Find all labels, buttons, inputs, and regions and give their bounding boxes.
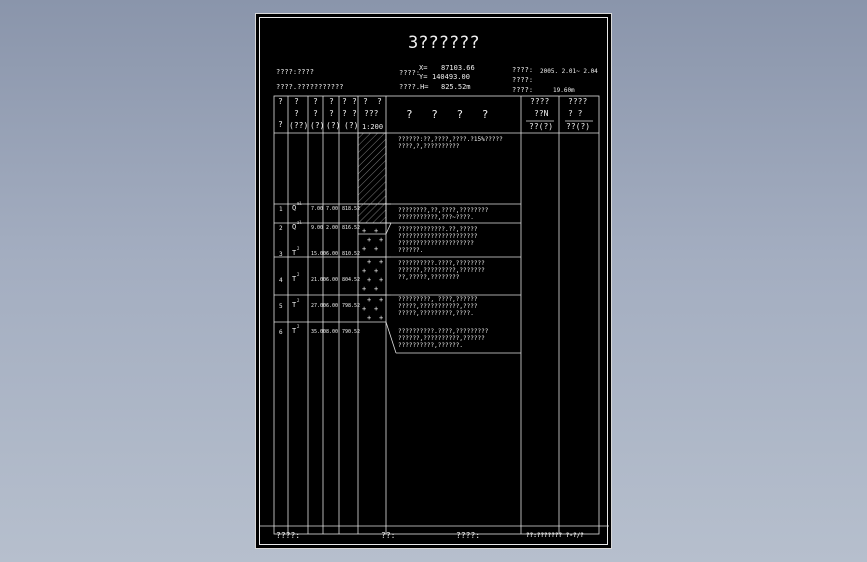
- svg-text:+: +: [374, 245, 379, 253]
- footer-f4: ??:??????? ?-?/?: [526, 532, 584, 539]
- svg-text:+: +: [379, 296, 384, 304]
- svg-text:+: +: [362, 285, 367, 293]
- project2-label: ????.???????????: [276, 83, 344, 91]
- layer-number: 2: [279, 225, 283, 232]
- layer-symbol: T: [292, 275, 297, 283]
- layer-thickness: 6.00: [326, 277, 339, 283]
- layer-depth: 7.00: [311, 206, 324, 212]
- svg-text:+: +: [374, 267, 379, 275]
- sheet-title: 3??????: [408, 33, 480, 53]
- svg-text:+: +: [367, 276, 372, 284]
- water-value: 19.60m: [553, 87, 575, 94]
- layer-description-line: ?????,???????????,????: [398, 303, 478, 310]
- layer-symbol: Q: [292, 223, 297, 231]
- layer-symbol: T: [292, 249, 297, 257]
- n-head-b: ??N: [534, 109, 549, 118]
- n-head-a: ????: [530, 97, 550, 106]
- layer-description-line: ??????????.????,?????????: [398, 328, 489, 335]
- layer-thickness: 6.00: [326, 251, 339, 257]
- elev-value: 825.52m: [441, 83, 471, 91]
- layer-symbol-sup: 2: [297, 246, 300, 251]
- col5-head-a: ?: [342, 97, 347, 106]
- svg-text:+: +: [374, 305, 379, 313]
- col3-head-a: ?: [313, 97, 318, 106]
- y-label: Y=: [419, 73, 428, 81]
- date-value: 2005. 2.01~ 2.04: [540, 68, 598, 75]
- last-head-b: ? ?: [568, 109, 583, 118]
- desc-head: ? ? ? ?: [406, 108, 495, 121]
- col6-head-a: ?: [363, 97, 368, 106]
- col5-head-a2: ?: [352, 97, 357, 106]
- layer-description-line: ?????????, ????,??????: [398, 296, 478, 303]
- drawing-sheet: [255, 13, 612, 549]
- water-label: ????:: [512, 86, 534, 94]
- table-lines: [256, 14, 613, 550]
- layer-description-line: ????,?,??????????: [398, 143, 460, 150]
- col6-head-b: ???: [364, 109, 379, 118]
- layer-elevation: 804.52: [342, 277, 361, 283]
- y-value: 140493.00: [432, 73, 470, 81]
- col4-head-a: ?: [329, 97, 334, 106]
- layer-thickness: 8.00: [326, 329, 339, 335]
- col2-head-c: (??): [289, 121, 309, 130]
- layer-description-line: ??,?????,????????: [398, 274, 460, 281]
- layer-description-line: ??????????????????????: [398, 233, 478, 240]
- layer-elevation: 798.52: [342, 303, 361, 309]
- n-head-c: ??(?): [529, 122, 554, 131]
- hatch-column: [358, 133, 386, 223]
- layer-description-line: ?????????????????????: [398, 240, 474, 247]
- svg-text:+: +: [379, 276, 384, 284]
- layer-thickness: 7.00: [326, 206, 339, 212]
- col5-head-b2: ?: [352, 109, 357, 118]
- project-label: ????:????: [276, 68, 314, 76]
- col5-head-b: ?: [342, 109, 347, 118]
- col3-head-c: (?): [310, 121, 325, 130]
- footer-f2: ??:: [381, 531, 396, 540]
- layer-thickness: 6.00: [326, 303, 339, 309]
- layer-description-line: ??????:??,????,????.?15%?????: [398, 136, 503, 143]
- svg-text:+: +: [379, 314, 384, 322]
- layer-depth: 15.00: [311, 251, 327, 257]
- col6-head-a2: ?: [377, 97, 382, 106]
- date-label: ????:: [512, 66, 534, 74]
- layer-symbol: T: [292, 301, 297, 309]
- last-head-a: ????: [568, 97, 588, 106]
- x-label: X=: [419, 64, 428, 72]
- svg-text:+: +: [362, 267, 367, 275]
- rock-symbols: [362, 227, 383, 322]
- col3-head-b: ?: [313, 109, 318, 118]
- layer-symbol-sup: 2: [297, 324, 300, 329]
- layer-elevation: 810.52: [342, 251, 361, 257]
- depth-label: ????:: [512, 76, 534, 84]
- layer-symbol-sup: ml: [297, 201, 302, 206]
- col4-head-b: ?: [329, 109, 334, 118]
- coord-label: ????:: [399, 69, 421, 77]
- layer-number: 5: [279, 303, 283, 310]
- layer-description-line: ??????????.????,????????: [398, 260, 485, 267]
- svg-text:+: +: [367, 296, 372, 304]
- svg-text:+: +: [367, 314, 372, 322]
- layer-depth: 35.00: [311, 329, 327, 335]
- layer-symbol: Q: [292, 204, 297, 212]
- col1-head-a: ?: [278, 97, 283, 106]
- svg-text:+: +: [362, 227, 367, 235]
- layer-number: 1: [279, 206, 283, 213]
- layer-symbol-sup: al: [297, 220, 302, 225]
- layer-description-line: ???????????,???~????.: [398, 214, 474, 221]
- layer-description-line: ?????????????.??,?????: [398, 226, 478, 233]
- svg-text:+: +: [374, 285, 379, 293]
- layer-description-line: ??????.: [398, 247, 424, 254]
- svg-text:+: +: [379, 258, 384, 266]
- svg-text:+: +: [367, 236, 372, 244]
- svg-text:+: +: [362, 305, 367, 313]
- layer-thickness: 2.00: [326, 225, 339, 231]
- layer-symbol-sup: 2: [297, 298, 300, 303]
- layer-number: 6: [279, 329, 283, 336]
- layer-elevation: 790.52: [342, 329, 361, 335]
- layer-depth: 9.00: [311, 225, 324, 231]
- layer-description-line: ??????????,??????.: [398, 342, 464, 349]
- layer-description-line: ?????,?????????,????.: [398, 310, 474, 317]
- layer-depth: 27.00: [311, 303, 327, 309]
- layer-number: 3: [279, 251, 283, 258]
- layer-elevation: 816.52: [342, 225, 361, 231]
- col4-head-c: (?): [326, 121, 341, 130]
- last-head-c: ??(?): [566, 122, 591, 131]
- col2-head-a: ?: [294, 97, 299, 106]
- col6-scale: 1:200: [362, 123, 384, 131]
- layer-number: 4: [279, 277, 283, 284]
- footer-f3: ????:: [456, 531, 481, 540]
- svg-text:+: +: [379, 236, 384, 244]
- layer-symbol: T: [292, 327, 297, 335]
- elev-label: ????.H=: [399, 83, 429, 91]
- x-value: 87103.66: [441, 64, 475, 72]
- svg-text:+: +: [362, 245, 367, 253]
- layer-description-line: ????????,??,????,????????: [398, 207, 489, 214]
- col2-head-b: ?: [294, 109, 299, 118]
- footer-f1: ????:: [276, 531, 301, 540]
- col5-head-c: (?): [344, 121, 359, 130]
- svg-text:+: +: [374, 227, 379, 235]
- layer-description-line: ??????,??????????,??????: [398, 335, 485, 342]
- layer-description-line: ??????,?????????,???????: [398, 267, 485, 274]
- layer-elevation: 818.52: [342, 206, 361, 212]
- svg-text:+: +: [367, 258, 372, 266]
- layer-symbol-sup: 2: [297, 272, 300, 277]
- col1-head-c: ?: [278, 120, 283, 129]
- layer-depth: 21.00: [311, 277, 327, 283]
